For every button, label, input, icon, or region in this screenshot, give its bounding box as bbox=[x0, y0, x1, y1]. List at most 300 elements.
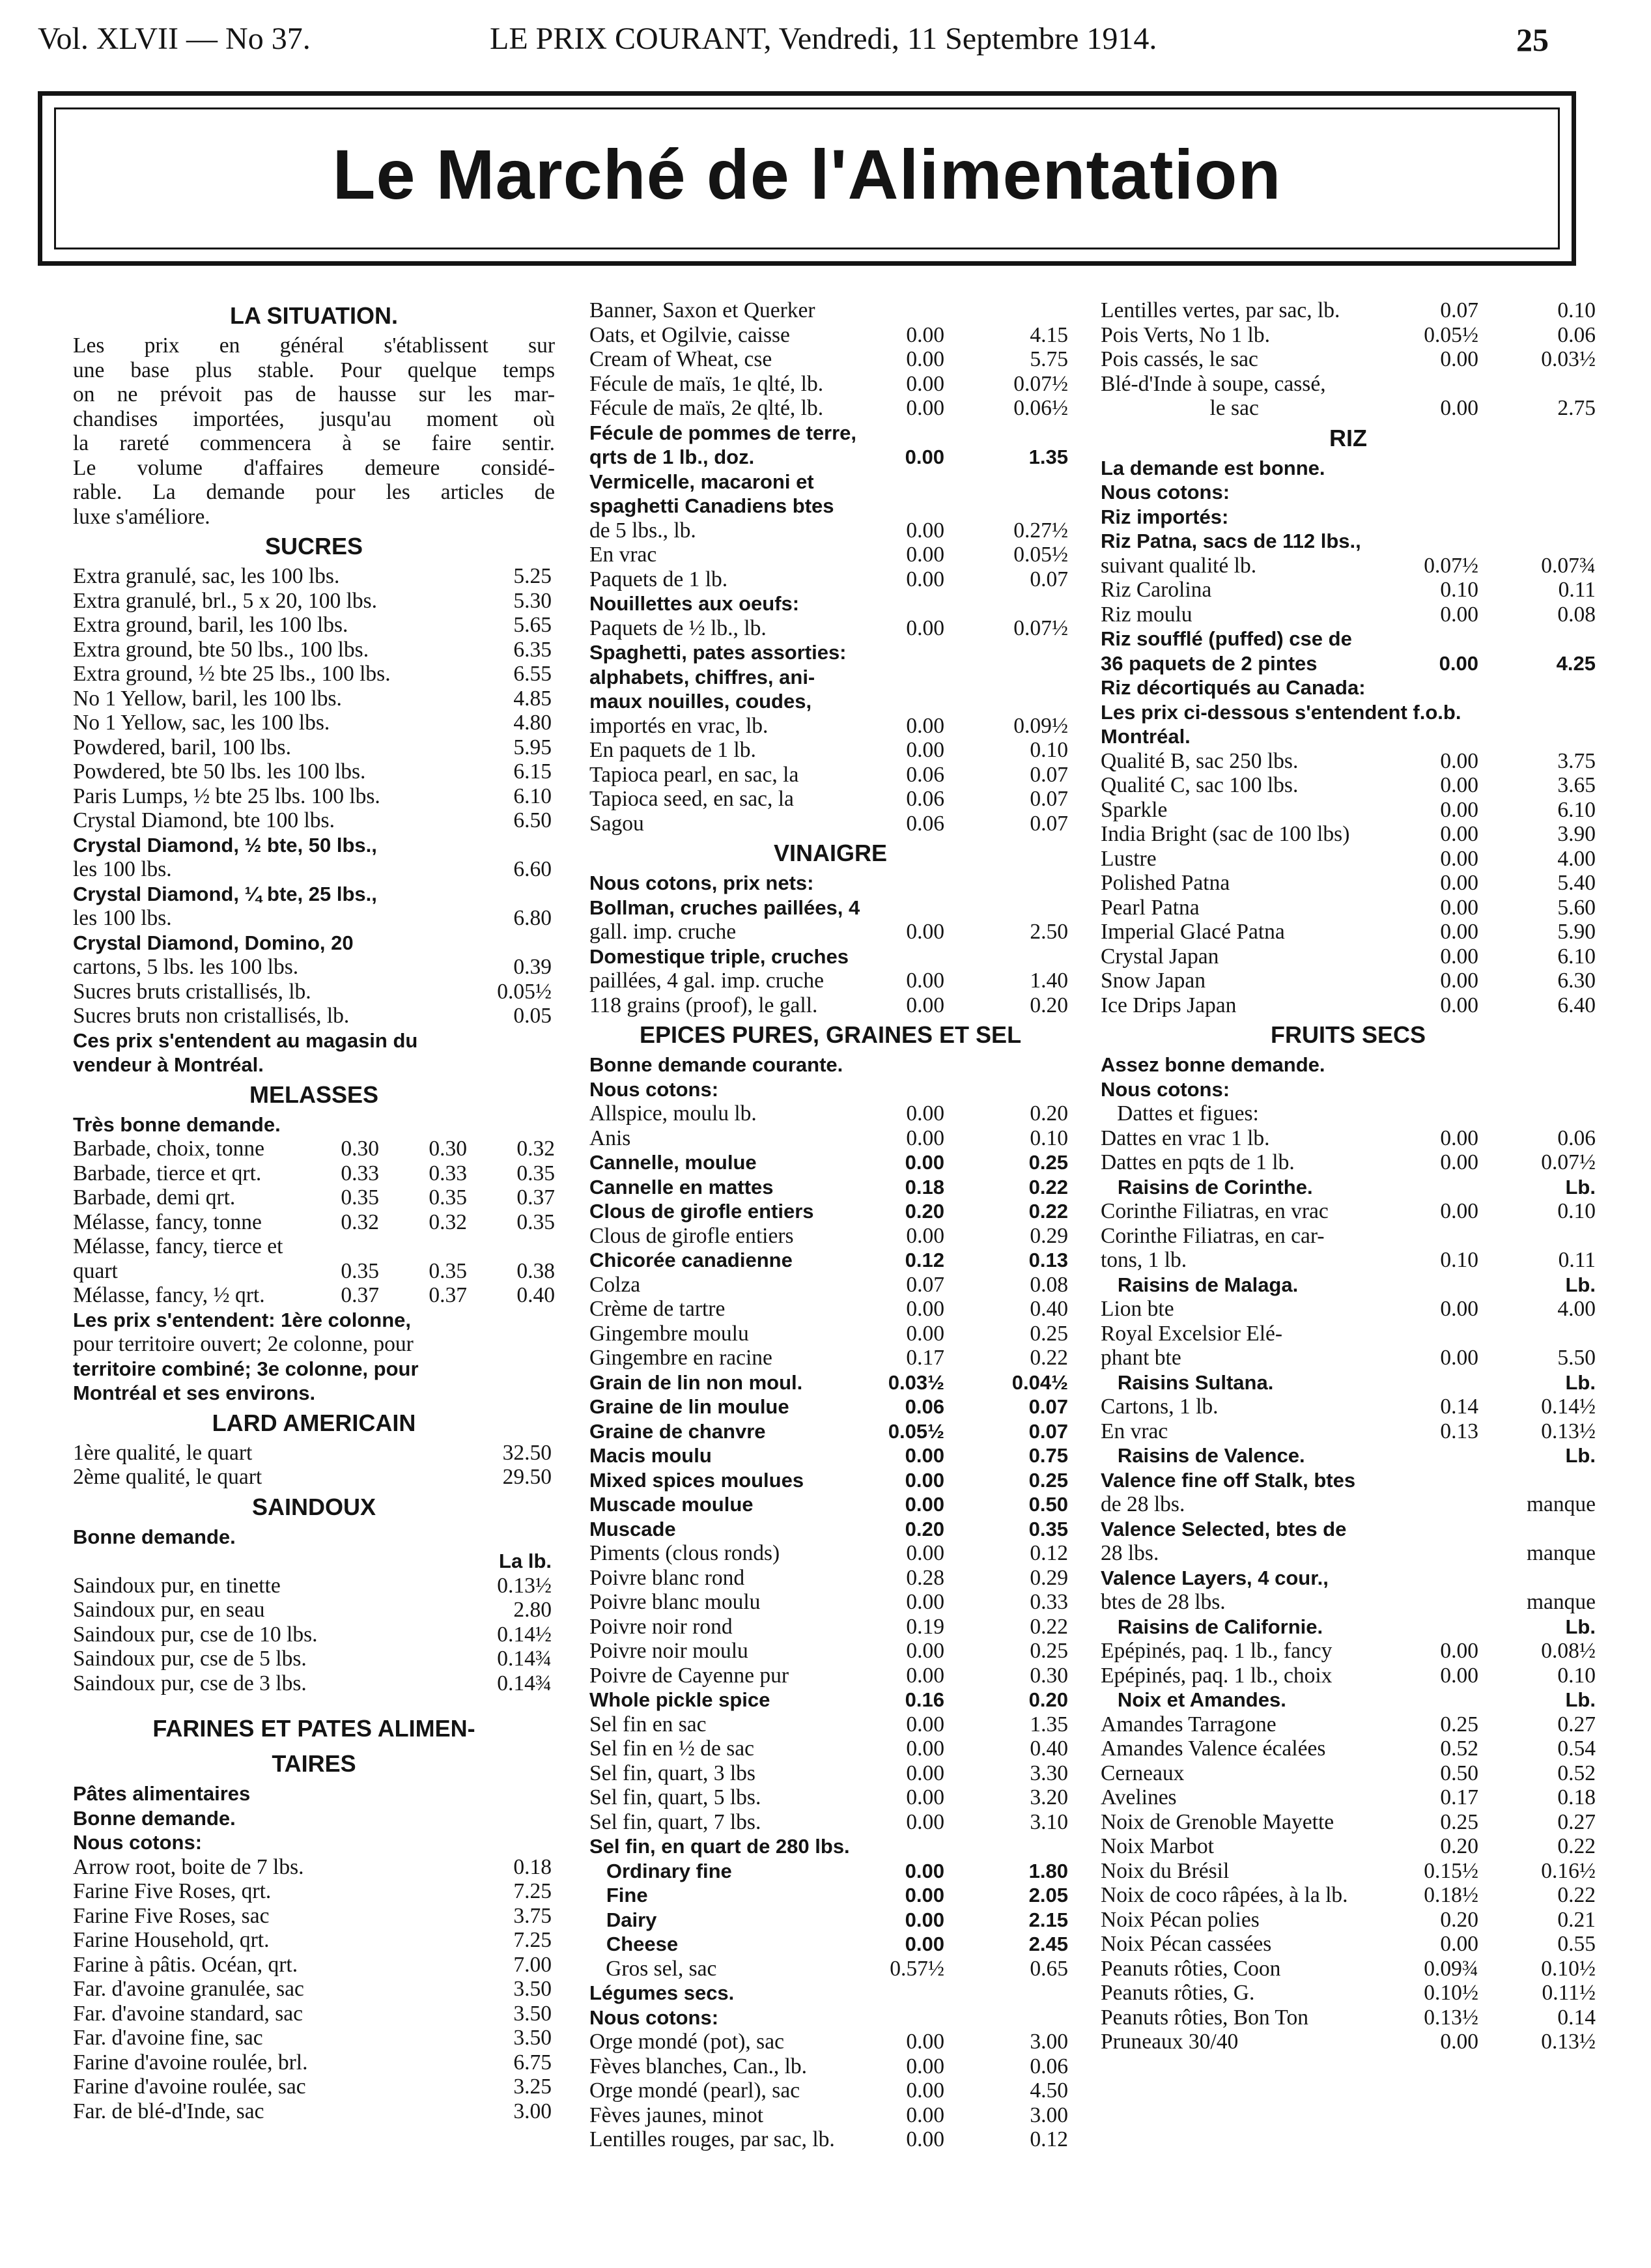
item-label: Allspice, moulu lb. bbox=[589, 1101, 757, 1126]
price-value: 0.38 bbox=[513, 1259, 555, 1284]
price-value: 0.00 bbox=[1436, 1932, 1478, 1957]
item-label: tons, 1 lb. bbox=[1101, 1248, 1187, 1272]
price-row bbox=[73, 2002, 555, 2026]
item-label: Spaghetti, pates assorties: bbox=[589, 641, 847, 664]
price-value: 0.22 bbox=[1025, 1199, 1068, 1224]
item-label: Lion bte bbox=[1101, 1297, 1174, 1321]
price-value: 0.18½ bbox=[1420, 1883, 1478, 1908]
item-label: Sucres bruts non cristallisés, lb. bbox=[73, 1004, 350, 1028]
price-value: 6.50 bbox=[509, 808, 552, 833]
item-label: de 5 lbs., lb. bbox=[589, 518, 696, 543]
price-value: 0.14½ bbox=[1537, 1395, 1596, 1419]
price-value: 0.40 bbox=[513, 1283, 555, 1308]
price-value: 0.35 bbox=[1025, 1517, 1068, 1542]
item-label: Peanuts rôties, G. bbox=[1101, 1981, 1255, 2005]
item-label: Riz soufflé (puffed) cse de bbox=[1101, 627, 1352, 650]
item-label: 2ème qualité, le quart bbox=[73, 1465, 262, 1489]
price-row bbox=[73, 1308, 555, 1333]
price-value: 0.00 bbox=[1436, 2030, 1478, 2054]
item-label: Paris Lumps, ½ bte 25 lbs. 100 lbs. bbox=[73, 784, 380, 808]
price-row bbox=[1101, 529, 1596, 554]
price-row bbox=[73, 857, 555, 882]
price-row bbox=[73, 1441, 555, 1466]
paragraph-line: une base plus stable. Pour quelque temps bbox=[73, 358, 555, 382]
item-label: Noix du Brésil bbox=[1101, 1858, 1230, 1883]
section-banner bbox=[38, 91, 1576, 266]
price-row bbox=[1101, 1615, 1596, 1639]
price-value: 0.18 bbox=[901, 1175, 944, 1200]
item-label: Lentilles vertes, par sac, lb. bbox=[1101, 298, 1340, 322]
price-row bbox=[73, 613, 555, 638]
price-row bbox=[73, 1028, 555, 1053]
item-label: Farine d'avoine roulée, brl. bbox=[73, 2050, 308, 2075]
item-label: importés en vrac, lb. bbox=[589, 713, 769, 738]
price-value: 0.12 bbox=[901, 1248, 944, 1273]
price-value: 0.00 bbox=[1436, 871, 1478, 896]
item-label: Crystal Diamond, bte 100 lbs. bbox=[73, 808, 335, 832]
subheading: Nous cotons, prix nets: bbox=[589, 872, 814, 894]
price-row bbox=[1101, 2030, 1596, 2054]
item-label: 36 paquets de 2 pintes bbox=[1101, 651, 1318, 675]
price-row bbox=[589, 1541, 1071, 1566]
subheading: Riz importés: bbox=[1101, 505, 1229, 528]
price-row bbox=[1101, 1468, 1596, 1493]
price-value: 0.00 bbox=[1436, 749, 1478, 774]
price-row bbox=[1101, 1126, 1596, 1151]
price-row bbox=[1101, 1810, 1596, 1835]
subheading: Assez bonne demande. bbox=[1101, 1053, 1325, 1076]
price-value: 0.25 bbox=[1436, 1712, 1478, 1737]
price-row bbox=[1101, 578, 1596, 602]
item-label: Poivre blanc moulu bbox=[589, 1590, 761, 1614]
item-label: Epépinés, paq. 1 lb., fancy bbox=[1101, 1639, 1333, 1663]
section-title: Le Marché de l'Alimentation bbox=[332, 135, 1282, 214]
price-row bbox=[73, 1053, 555, 1077]
price-row bbox=[589, 1346, 1071, 1370]
price-value: 0.28 bbox=[902, 1566, 944, 1591]
item-label: paillées, 4 gal. imp. cruche bbox=[589, 969, 824, 993]
item-label: Extra ground, baril, les 100 lbs. bbox=[73, 613, 348, 637]
price-row bbox=[73, 1855, 555, 1880]
price-value: 0.00 bbox=[1435, 651, 1478, 676]
price-row bbox=[589, 812, 1071, 836]
item-label: Graine de lin moulue bbox=[589, 1395, 789, 1418]
price-value: 0.05½ bbox=[493, 980, 552, 1004]
price-value: Lb. bbox=[1562, 1688, 1596, 1712]
price-value: 0.00 bbox=[902, 969, 944, 993]
item-label: Farine Five Roses, qrt. bbox=[73, 1879, 272, 1903]
item-label: Sel fin, en quart de 280 lbs. bbox=[589, 1835, 850, 1858]
subheading: Très bonne demande. bbox=[73, 1113, 281, 1136]
section-heading: FARINES ET PATES ALIMEN- bbox=[152, 1715, 475, 1742]
section-heading: VINAIGRE bbox=[773, 840, 888, 866]
item-label: Extra granulé, sac, les 100 lbs. bbox=[73, 564, 340, 588]
column-middle bbox=[589, 298, 1071, 2152]
item-label: Orge mondé (pot), sac bbox=[589, 2030, 784, 2054]
price-value: 0.20 bbox=[901, 1199, 944, 1224]
item-label: maux nouilles, coudes, bbox=[589, 690, 812, 713]
price-value: 3.50 bbox=[509, 2002, 552, 2026]
paragraph-line: la rareté commencera à se faire sentir. bbox=[73, 431, 555, 455]
item-label: Mélasse, fancy, tierce et bbox=[73, 1234, 283, 1258]
price-row bbox=[1101, 871, 1596, 896]
price-row bbox=[589, 396, 1071, 421]
paragraph-line: rable. La demande pour les articles de bbox=[73, 480, 555, 504]
price-value: 0.03½ bbox=[884, 1370, 944, 1395]
price-value: 0.35 bbox=[513, 1210, 555, 1235]
item-label: Corinthe Filiatras, en vrac bbox=[1101, 1199, 1329, 1223]
price-row bbox=[589, 1834, 1071, 1859]
price-value: 0.22 bbox=[1553, 1834, 1596, 1859]
section-heading: EPICES PURES, GRAINES ET SEL bbox=[639, 1021, 1022, 1048]
section-heading: LA SITUATION. bbox=[230, 302, 398, 329]
item-label: Les prix s'entendent: 1ère colonne, bbox=[73, 1308, 412, 1331]
price-row bbox=[73, 1465, 555, 1490]
item-label: Cannelle, moulue bbox=[589, 1151, 757, 1174]
price-value: 32.50 bbox=[499, 1441, 552, 1466]
price-row bbox=[1101, 1175, 1596, 1200]
price-value: 0.20 bbox=[1026, 993, 1068, 1018]
price-row bbox=[1101, 1492, 1596, 1517]
running-head bbox=[38, 16, 1549, 68]
price-row bbox=[1101, 798, 1596, 823]
price-value: 0.14¾ bbox=[493, 1647, 552, 1671]
section-heading: SUCRES bbox=[264, 533, 363, 560]
price-value: 5.50 bbox=[1553, 1346, 1596, 1370]
item-label: Sel fin, quart, 7 lbs. bbox=[589, 1809, 761, 1834]
price-value: 6.30 bbox=[1553, 969, 1596, 993]
price-row bbox=[589, 1566, 1071, 1591]
price-row bbox=[1101, 2006, 1596, 2030]
price-row bbox=[589, 689, 1071, 714]
price-row bbox=[589, 1273, 1071, 1297]
item-label: Dattes et figues: bbox=[1101, 1101, 1259, 1126]
item-label: Barbade, choix, tonne bbox=[73, 1137, 264, 1161]
price-row bbox=[1101, 1297, 1596, 1322]
price-value: 0.32 bbox=[337, 1210, 379, 1235]
item-label: Riz Carolina bbox=[1101, 578, 1212, 602]
item-label: Crystal Diamond, Domino, 20 bbox=[73, 931, 354, 954]
price-value: 0.35 bbox=[337, 1259, 379, 1284]
price-value: 0.10½ bbox=[1420, 1981, 1478, 2006]
price-value: 0.29 bbox=[1026, 1566, 1068, 1591]
price-value: 6.55 bbox=[509, 662, 552, 687]
price-row bbox=[589, 1883, 1071, 1908]
price-row bbox=[73, 1161, 555, 1186]
item-label: Crystal Diamond, ½ bte, 50 lbs., bbox=[73, 833, 377, 857]
price-value: 0.00 bbox=[902, 616, 944, 641]
item-label: Farine à pâtis. Océan, qrt. bbox=[73, 1952, 298, 1977]
price-value: 0.00 bbox=[902, 1785, 944, 1810]
price-row bbox=[1101, 1590, 1596, 1615]
price-value: 0.14½ bbox=[493, 1623, 552, 1647]
item-label: Domestique triple, cruches bbox=[589, 944, 849, 968]
price-value: 1.40 bbox=[1026, 969, 1068, 993]
item-label: Corinthe Filiatras, en car- bbox=[1101, 1223, 1325, 1248]
item-label: Les prix ci-dessous s'entendent f.o.b. bbox=[1101, 700, 1461, 724]
price-value: 3.25 bbox=[509, 2075, 552, 2099]
price-value: 0.25 bbox=[1025, 1468, 1068, 1493]
item-label: Pruneaux 30/40 bbox=[1101, 2030, 1239, 2054]
item-label: Montréal et ses environs. bbox=[73, 1382, 316, 1404]
price-row bbox=[589, 591, 1071, 616]
price-row bbox=[73, 1647, 555, 1671]
price-row bbox=[1101, 1322, 1596, 1346]
price-row bbox=[1101, 1639, 1596, 1664]
price-row bbox=[1101, 323, 1596, 348]
price-row bbox=[73, 1259, 555, 1284]
item-label: Vermicelle, macaroni et bbox=[589, 470, 814, 493]
price-value: 0.39 bbox=[509, 955, 552, 980]
item-label: Far. d'avoine granulée, sac bbox=[73, 1977, 304, 2001]
price-value: 0.07½ bbox=[1537, 1150, 1596, 1175]
item-label: Peanuts rôties, Bon Ton bbox=[1101, 2005, 1309, 2030]
item-label: Sucres bruts cristallisés, lb. bbox=[73, 979, 311, 1004]
price-row bbox=[1101, 724, 1596, 749]
price-value: 0.06 bbox=[1026, 2054, 1068, 2079]
price-value: 5.60 bbox=[1553, 896, 1596, 920]
price-value: 0.30 bbox=[337, 1137, 379, 1161]
price-row bbox=[589, 543, 1071, 567]
price-value: 0.10 bbox=[1026, 738, 1068, 763]
price-value: 0.30 bbox=[1026, 1664, 1068, 1688]
price-value: 0.00 bbox=[1436, 1297, 1478, 1322]
price-value: 0.10 bbox=[1553, 1199, 1596, 1224]
price-value: 0.07½ bbox=[1009, 616, 1068, 641]
paragraph-line: luxe s'améliore. bbox=[73, 504, 210, 529]
price-value: 0.00 bbox=[902, 347, 944, 372]
price-value: 0.07 bbox=[1026, 763, 1068, 787]
item-label: Valence Layers, 4 cour., bbox=[1101, 1566, 1329, 1589]
item-label: Ces prix s'entendent au magasin du bbox=[73, 1028, 418, 1052]
price-value: 2.75 bbox=[1553, 396, 1596, 421]
price-value: 0.11 bbox=[1555, 578, 1596, 602]
price-value: 0.07 bbox=[1025, 1395, 1068, 1419]
price-value: 0.00 bbox=[902, 1810, 944, 1835]
page-number: 25 bbox=[1516, 21, 1549, 58]
item-label: Qualité B, sac 250 lbs. bbox=[1101, 748, 1299, 773]
item-label: Poivre de Cayenne pur bbox=[589, 1663, 789, 1688]
price-value: 0.00 bbox=[902, 1126, 944, 1151]
price-value: 0.07 bbox=[1436, 298, 1478, 323]
price-value: 0.52 bbox=[1553, 1761, 1596, 1786]
price-value: 6.80 bbox=[509, 906, 552, 931]
price-value: 0.00 bbox=[902, 2078, 944, 2103]
item-label: India Bright (sac de 100 lbs) bbox=[1101, 822, 1350, 846]
item-label: Sagou bbox=[589, 811, 644, 836]
price-row bbox=[589, 2078, 1071, 2103]
price-value: 0.05½ bbox=[1420, 323, 1478, 348]
price-value: 0.27 bbox=[1553, 1712, 1596, 1737]
price-value: 0.14 bbox=[1436, 1395, 1478, 1419]
price-value: 0.00 bbox=[1436, 1639, 1478, 1664]
price-value: 4.00 bbox=[1553, 1297, 1596, 1322]
item-label: Far. d'avoine standard, sac bbox=[73, 2001, 303, 2026]
price-value: 0.14 bbox=[1553, 2006, 1596, 2030]
item-label: Orge mondé (pearl), sac bbox=[589, 2078, 800, 2103]
price-row bbox=[1101, 602, 1596, 627]
price-value: 4.50 bbox=[1026, 2078, 1068, 2103]
item-label: Farine Household, qrt. bbox=[73, 1928, 270, 1952]
price-row bbox=[589, 298, 1071, 323]
price-value: 0.00 bbox=[902, 1101, 944, 1126]
publication-line: LE PRIX COURANT, Vendredi, 11 Septembre 1914. bbox=[490, 21, 1157, 56]
price-row bbox=[589, 787, 1071, 812]
price-value: 0.30 bbox=[425, 1137, 467, 1161]
price-row bbox=[73, 1185, 555, 1210]
item-label: Anis bbox=[589, 1126, 631, 1150]
price-value: 0.00 bbox=[902, 920, 944, 944]
price-value: 6.75 bbox=[509, 2050, 552, 2075]
item-label: Fécule de pommes de terre, bbox=[589, 421, 857, 444]
item-label: Valence Selected, btes de bbox=[1101, 1517, 1347, 1540]
price-row bbox=[589, 1297, 1071, 1322]
price-value: 3.50 bbox=[509, 1977, 552, 2002]
price-value: 0.07¾ bbox=[1537, 554, 1596, 578]
price-value: 0.00 bbox=[902, 1322, 944, 1346]
price-value: 3.20 bbox=[1026, 1785, 1068, 1810]
column-right bbox=[1101, 298, 1596, 2054]
price-value: 5.75 bbox=[1026, 347, 1068, 372]
price-row bbox=[73, 1137, 555, 1161]
price-value: 3.90 bbox=[1553, 822, 1596, 847]
price-value: 3.30 bbox=[1026, 1761, 1068, 1786]
price-value: 0.00 bbox=[901, 1443, 944, 1468]
price-row bbox=[1101, 1908, 1596, 1933]
item-label: Macis moulu bbox=[589, 1444, 712, 1467]
price-value: 7.25 bbox=[509, 1879, 552, 1904]
price-value: 0.65 bbox=[1026, 1957, 1068, 1981]
price-value: 0.27½ bbox=[1009, 518, 1068, 543]
price-value: 0.07 bbox=[1025, 1419, 1068, 1444]
price-value: 0.03½ bbox=[1537, 347, 1596, 372]
price-row bbox=[1101, 847, 1596, 872]
section-heading: LARD AMERICAIN bbox=[212, 1409, 416, 1436]
price-value: 0.00 bbox=[901, 1468, 944, 1493]
price-row bbox=[589, 1590, 1071, 1615]
price-value: 5.95 bbox=[509, 735, 552, 760]
item-label: Imperial Glacé Patna bbox=[1101, 920, 1285, 944]
item-label: Mixed spices moulues bbox=[589, 1468, 804, 1492]
item-label: 118 grains (proof), le gall. bbox=[589, 993, 818, 1017]
price-value: 4.85 bbox=[509, 687, 552, 711]
item-label: Riz moulu bbox=[1101, 602, 1192, 627]
price-value: 0.00 bbox=[1436, 1346, 1478, 1370]
price-row bbox=[1101, 1785, 1596, 1810]
price-row bbox=[73, 1671, 555, 1696]
price-value: 0.00 bbox=[902, 323, 944, 348]
price-value: 6.35 bbox=[509, 638, 552, 662]
price-row bbox=[1101, 347, 1596, 372]
price-row bbox=[73, 1623, 555, 1647]
price-value: 0.18 bbox=[509, 1855, 552, 1880]
price-value: 0.05½ bbox=[1009, 543, 1068, 567]
item-label: Ordinary fine bbox=[589, 1859, 732, 1882]
price-value: 0.09¾ bbox=[1420, 1957, 1478, 1981]
item-label: Valence fine off Stalk, btes bbox=[1101, 1468, 1356, 1492]
price-row bbox=[589, 944, 1071, 969]
item-label: Saindoux pur, cse de 3 lbs. bbox=[73, 1671, 307, 1695]
section-heading: TAIRES bbox=[272, 1750, 356, 1777]
price-row bbox=[1101, 1224, 1596, 1249]
item-label: Raisins de Valence. bbox=[1101, 1444, 1305, 1467]
price-value: 0.12 bbox=[1026, 1541, 1068, 1566]
item-label: Raisins de Californie. bbox=[1101, 1615, 1323, 1638]
price-value: 0.35 bbox=[513, 1161, 555, 1186]
price-row bbox=[589, 2054, 1071, 2079]
price-row bbox=[1101, 773, 1596, 798]
price-value: 6.10 bbox=[1553, 798, 1596, 823]
item-label: Sel fin en sac bbox=[589, 1712, 707, 1736]
item-label: En vrac bbox=[1101, 1419, 1168, 1443]
price-value: 0.06 bbox=[1553, 323, 1596, 348]
price-row bbox=[73, 711, 555, 735]
item-label: Lentilles rouges, par sac, lb. bbox=[589, 2127, 835, 2151]
item-label: Fine bbox=[589, 1884, 648, 1907]
price-value: 0.00 bbox=[902, 2103, 944, 2128]
price-value: 0.20 bbox=[1026, 1101, 1068, 1126]
item-label: le sac bbox=[1101, 396, 1259, 420]
price-row bbox=[1101, 1101, 1596, 1126]
price-value: 3.00 bbox=[1026, 2030, 1068, 2054]
price-row bbox=[589, 1639, 1071, 1664]
price-value: 6.60 bbox=[509, 857, 552, 882]
price-value: 0.32 bbox=[513, 1137, 555, 1161]
price-row bbox=[1101, 1395, 1596, 1419]
price-value: 0.15½ bbox=[1420, 1859, 1478, 1884]
price-row bbox=[1101, 1419, 1596, 1444]
item-label: Barbade, demi qrt. bbox=[73, 1185, 236, 1210]
price-row bbox=[73, 833, 555, 858]
price-value: 4.15 bbox=[1026, 323, 1068, 348]
item-label: cartons, 5 lbs. les 100 lbs. bbox=[73, 955, 299, 979]
price-row bbox=[589, 2030, 1071, 2054]
item-label: pour territoire ouvert; 2e colonne, pour bbox=[73, 1332, 414, 1356]
price-row bbox=[1101, 1541, 1596, 1566]
price-row bbox=[73, 638, 555, 662]
item-label: Tapioca seed, en sac, la bbox=[589, 787, 794, 811]
price-value: 0.54 bbox=[1553, 1736, 1596, 1761]
price-row bbox=[1101, 1981, 1596, 2006]
item-label: Sel fin, quart, 5 lbs. bbox=[589, 1785, 761, 1809]
price-value: 0.08 bbox=[1026, 1273, 1068, 1297]
price-row bbox=[589, 445, 1071, 470]
price-row bbox=[589, 665, 1071, 690]
price-value: manque bbox=[1523, 1590, 1596, 1615]
price-row bbox=[589, 1126, 1071, 1151]
section-heading: RIZ bbox=[1329, 424, 1367, 451]
price-value: 0.00 bbox=[1436, 773, 1478, 798]
price-row bbox=[1101, 1834, 1596, 1859]
item-label: Blé-d'Inde à soupe, cassé, bbox=[1101, 371, 1326, 396]
price-value: 0.29 bbox=[1026, 1224, 1068, 1249]
price-value: 0.37 bbox=[337, 1283, 379, 1308]
price-value: 0.16½ bbox=[1537, 1859, 1596, 1884]
item-label: Raisins de Malaga. bbox=[1101, 1273, 1299, 1296]
price-value: 3.00 bbox=[509, 2099, 552, 2124]
price-row bbox=[589, 1322, 1071, 1346]
price-row bbox=[1101, 944, 1596, 969]
price-value: 0.07 bbox=[1026, 787, 1068, 812]
item-label: Avelines bbox=[1101, 1785, 1177, 1809]
price-value: 0.32 bbox=[425, 1210, 467, 1235]
price-value: 0.10 bbox=[1026, 1126, 1068, 1151]
price-row bbox=[73, 564, 555, 589]
price-value: 0.33 bbox=[425, 1161, 467, 1186]
price-value: 3.75 bbox=[1553, 749, 1596, 774]
price-row bbox=[73, 1574, 555, 1598]
price-value: 0.00 bbox=[1436, 847, 1478, 872]
